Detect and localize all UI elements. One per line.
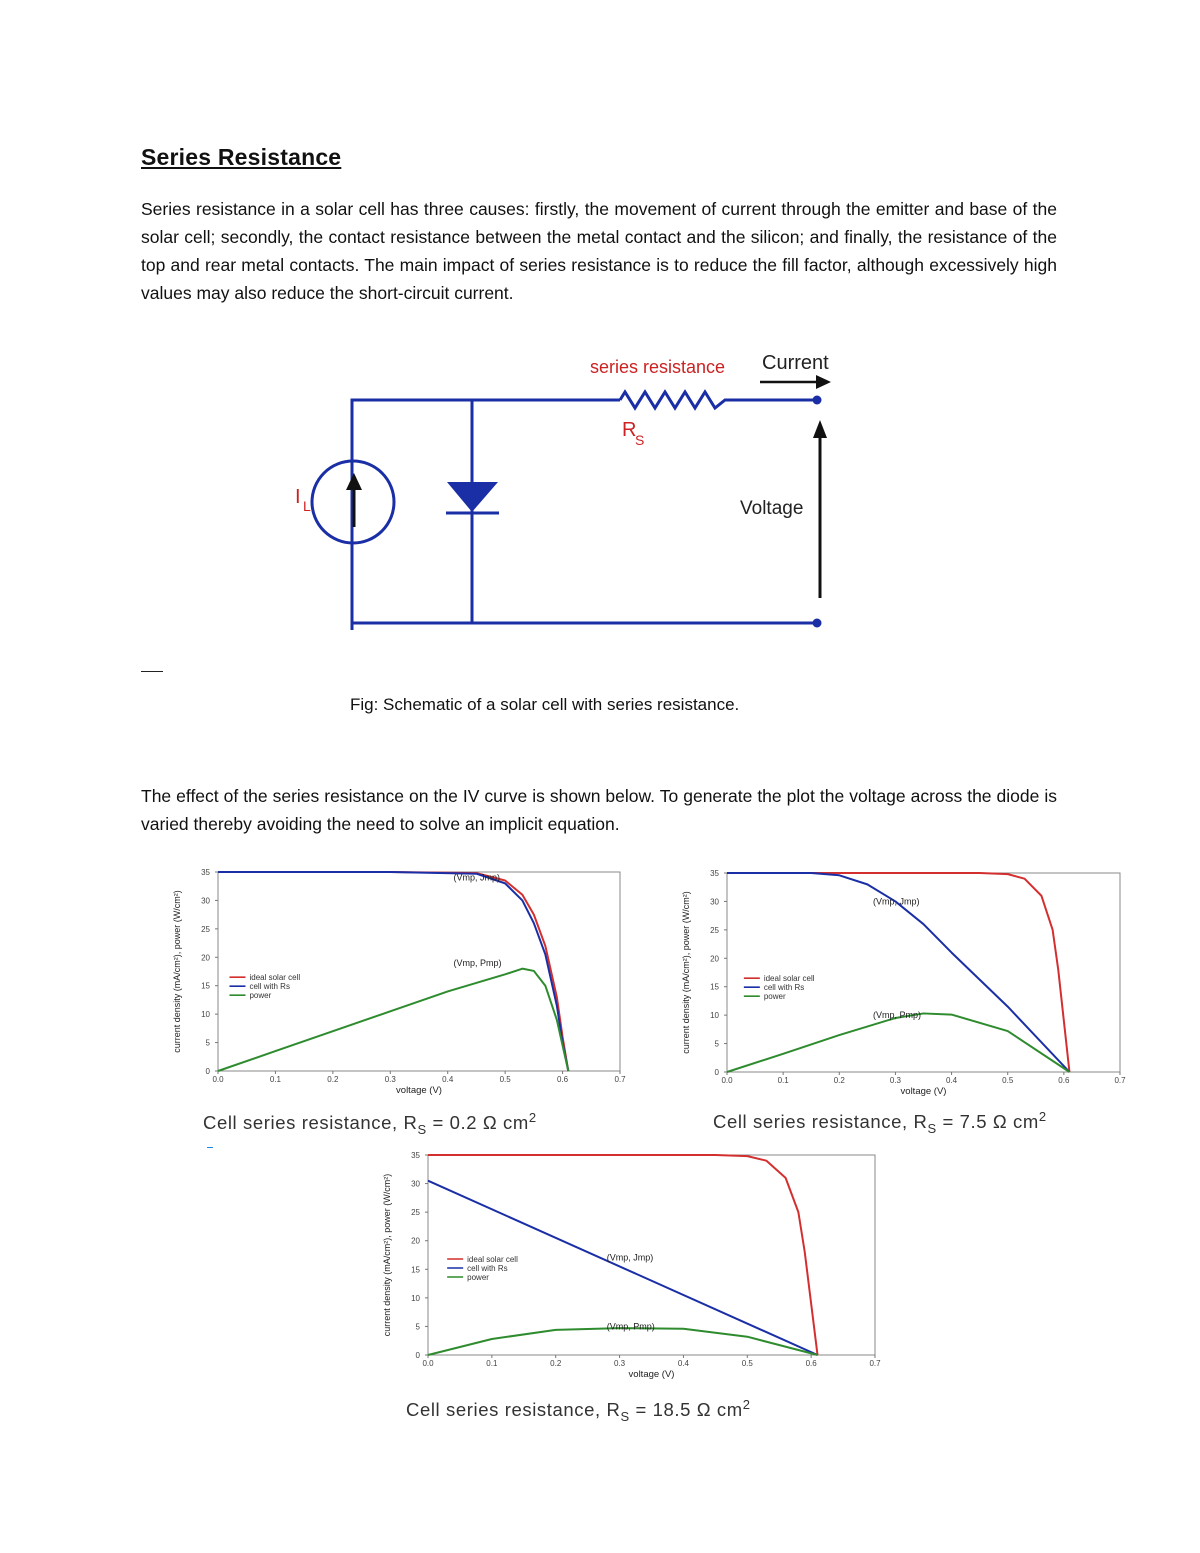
y-tick-label: 10 — [710, 1011, 719, 1021]
diode-symbol — [447, 482, 498, 512]
x-tick-label: 0.7 — [869, 1359, 881, 1368]
dash-mark — [141, 671, 163, 672]
chart-rs-18-5 — [380, 1145, 890, 1385]
x-tick-label: 0.5 — [1002, 1076, 1014, 1085]
intro-paragraph: Series resistance in a solar cell has three causes: firstly, the movement of current through the emitter and base of the solar cell; secondly, the contact resistance between the metal contact and the silicon; and finally, the resistance of the top and rear metal contacts. The main impact of series resistance is to reduce the fill factor, although excessively high values may also reduce the short-circuit current. — [141, 199, 1057, 303]
y-tick-label: 35 — [201, 868, 210, 877]
legend-entry: ideal solar cell — [763, 974, 815, 984]
y-tick-label: 5 — [714, 1039, 719, 1049]
circuit-schematic — [280, 340, 860, 640]
annotation-label: (Vmp, Jmp) — [872, 896, 920, 907]
x-axis-label: voltage (V) — [900, 1086, 947, 1097]
x-tick-label: 0.1 — [777, 1076, 789, 1085]
y-tick-label: 5 — [205, 1038, 210, 1048]
annotation-label: (Vmp, Pmp) — [872, 1009, 921, 1020]
x-tick-label: 0.6 — [805, 1359, 817, 1368]
chart-caption-3: Cell series resistance, $R_S = 18.5$ Ω $cm^2$ — [406, 1397, 751, 1424]
x-tick-label: 0.2 — [550, 1359, 562, 1368]
resistor-zigzag — [620, 392, 816, 408]
rs-label-sub: S — [635, 432, 645, 448]
legend-entry: ideal solar cell — [467, 1255, 518, 1264]
terminal-bottom — [813, 619, 822, 628]
annotation-label: (Vmp, Jmp) — [606, 1252, 654, 1263]
legend-entry: power — [763, 992, 786, 1002]
annotation-label: (Vmp, Jmp) — [453, 872, 500, 883]
x-tick-label: 0.4 — [677, 1359, 689, 1368]
x-tick-label: 0.3 — [889, 1076, 901, 1085]
legend-entry: power — [467, 1273, 489, 1282]
x-tick-label: 0.1 — [269, 1075, 281, 1084]
y-tick-label: 0 — [714, 1068, 719, 1077]
legend-entry: cell with Rs — [763, 983, 805, 993]
chart-caption-1: Cell series resistance, $R_S = 0.2$ Ω $cm^2$ — [203, 1110, 537, 1137]
y-tick-label: 10 — [411, 1293, 420, 1303]
y-axis-label: current density (mA/cm²), power (W/cm²) — [172, 890, 182, 1053]
annotation-label: (Vmp, Pmp) — [453, 957, 502, 968]
y-tick-label: 35 — [710, 869, 719, 878]
y-tick-label: 15 — [201, 981, 210, 991]
voltage-arrow — [813, 420, 827, 438]
il-label: I — [295, 486, 301, 508]
y-tick-label: 30 — [710, 897, 719, 907]
y-tick-label: 0 — [415, 1351, 420, 1360]
y-tick-label: 25 — [411, 1208, 420, 1218]
x-axis-label: voltage (V) — [628, 1369, 675, 1380]
x-tick-label: 0.0 — [212, 1075, 224, 1084]
y-tick-label: 10 — [201, 1010, 210, 1020]
x-tick-label: 0.4 — [946, 1076, 958, 1085]
rs-label: R — [622, 419, 637, 441]
x-tick-label: 0.4 — [442, 1075, 454, 1084]
y-tick-label: 20 — [201, 953, 210, 963]
series-resistance-label: series resistance — [590, 357, 726, 377]
x-tick-label: 0.3 — [614, 1359, 626, 1368]
y-axis-label: current density (mA/cm²), power (W/cm²) — [382, 1173, 392, 1337]
x-tick-label: 0.5 — [499, 1075, 511, 1084]
chart-caption-2: Cell series resistance, $R_S = 7.5$ Ω $cm^2$ — [713, 1109, 1047, 1136]
y-tick-label: 30 — [201, 896, 210, 906]
annotation-label: (Vmp, Pmp) — [606, 1321, 655, 1332]
figure-caption: Fig: Schematic of a solar cell with series resistance. — [350, 695, 740, 714]
page-title: Series Resistance — [141, 144, 342, 170]
x-tick-label: 0.6 — [557, 1075, 569, 1084]
y-tick-label: 20 — [710, 954, 719, 964]
x-tick-label: 0.0 — [422, 1359, 434, 1368]
y-tick-label: 35 — [411, 1151, 420, 1160]
x-tick-label: 0.0 — [721, 1076, 733, 1085]
x-tick-label: 0.2 — [327, 1075, 339, 1084]
x-tick-label: 0.7 — [614, 1075, 626, 1084]
current-label: Current — [762, 352, 829, 374]
current-arrow — [816, 375, 831, 389]
y-tick-label: 25 — [201, 924, 210, 934]
y-tick-label: 5 — [415, 1322, 420, 1332]
plot-frame — [727, 873, 1120, 1072]
current-source-arrow — [346, 473, 362, 490]
y-tick-label: 15 — [710, 982, 719, 992]
effect-paragraph: The effect of the series resistance on the IV curve is shown below. To generate the plot the voltage across the diode is varied thereby avoiding the need to solve an implicit equation. — [141, 786, 1057, 834]
x-tick-label: 0.5 — [741, 1359, 753, 1368]
y-tick-label: 15 — [411, 1265, 420, 1275]
x-tick-label: 0.6 — [1058, 1076, 1070, 1085]
legend-entry: power — [249, 991, 272, 1001]
il-label-sub: L — [303, 498, 311, 514]
legend-entry: cell with Rs — [467, 1264, 508, 1273]
x-axis-label: voltage (V) — [396, 1085, 442, 1096]
x-tick-label: 0.1 — [486, 1359, 498, 1368]
chart-rs-0-2 — [165, 862, 635, 1102]
y-axis-label: current density (mA/cm²), power (W/cm²) — [681, 891, 691, 1054]
chart-rs-7-5 — [680, 862, 1130, 1102]
x-tick-label: 0.3 — [384, 1075, 396, 1084]
plot-frame — [218, 872, 620, 1071]
y-tick-label: 0 — [205, 1067, 210, 1076]
terminal-top — [813, 396, 822, 405]
voltage-label: Voltage — [740, 498, 804, 519]
x-tick-label: 0.7 — [1114, 1076, 1126, 1085]
y-tick-label: 30 — [411, 1179, 420, 1189]
y-tick-label: 25 — [710, 925, 719, 935]
legend-entry: cell with Rs — [249, 982, 290, 992]
x-tick-label: 0.2 — [833, 1076, 845, 1085]
blue-dash-mark — [207, 1147, 213, 1148]
legend-entry: ideal solar cell — [249, 973, 301, 983]
y-tick-label: 20 — [411, 1236, 420, 1246]
